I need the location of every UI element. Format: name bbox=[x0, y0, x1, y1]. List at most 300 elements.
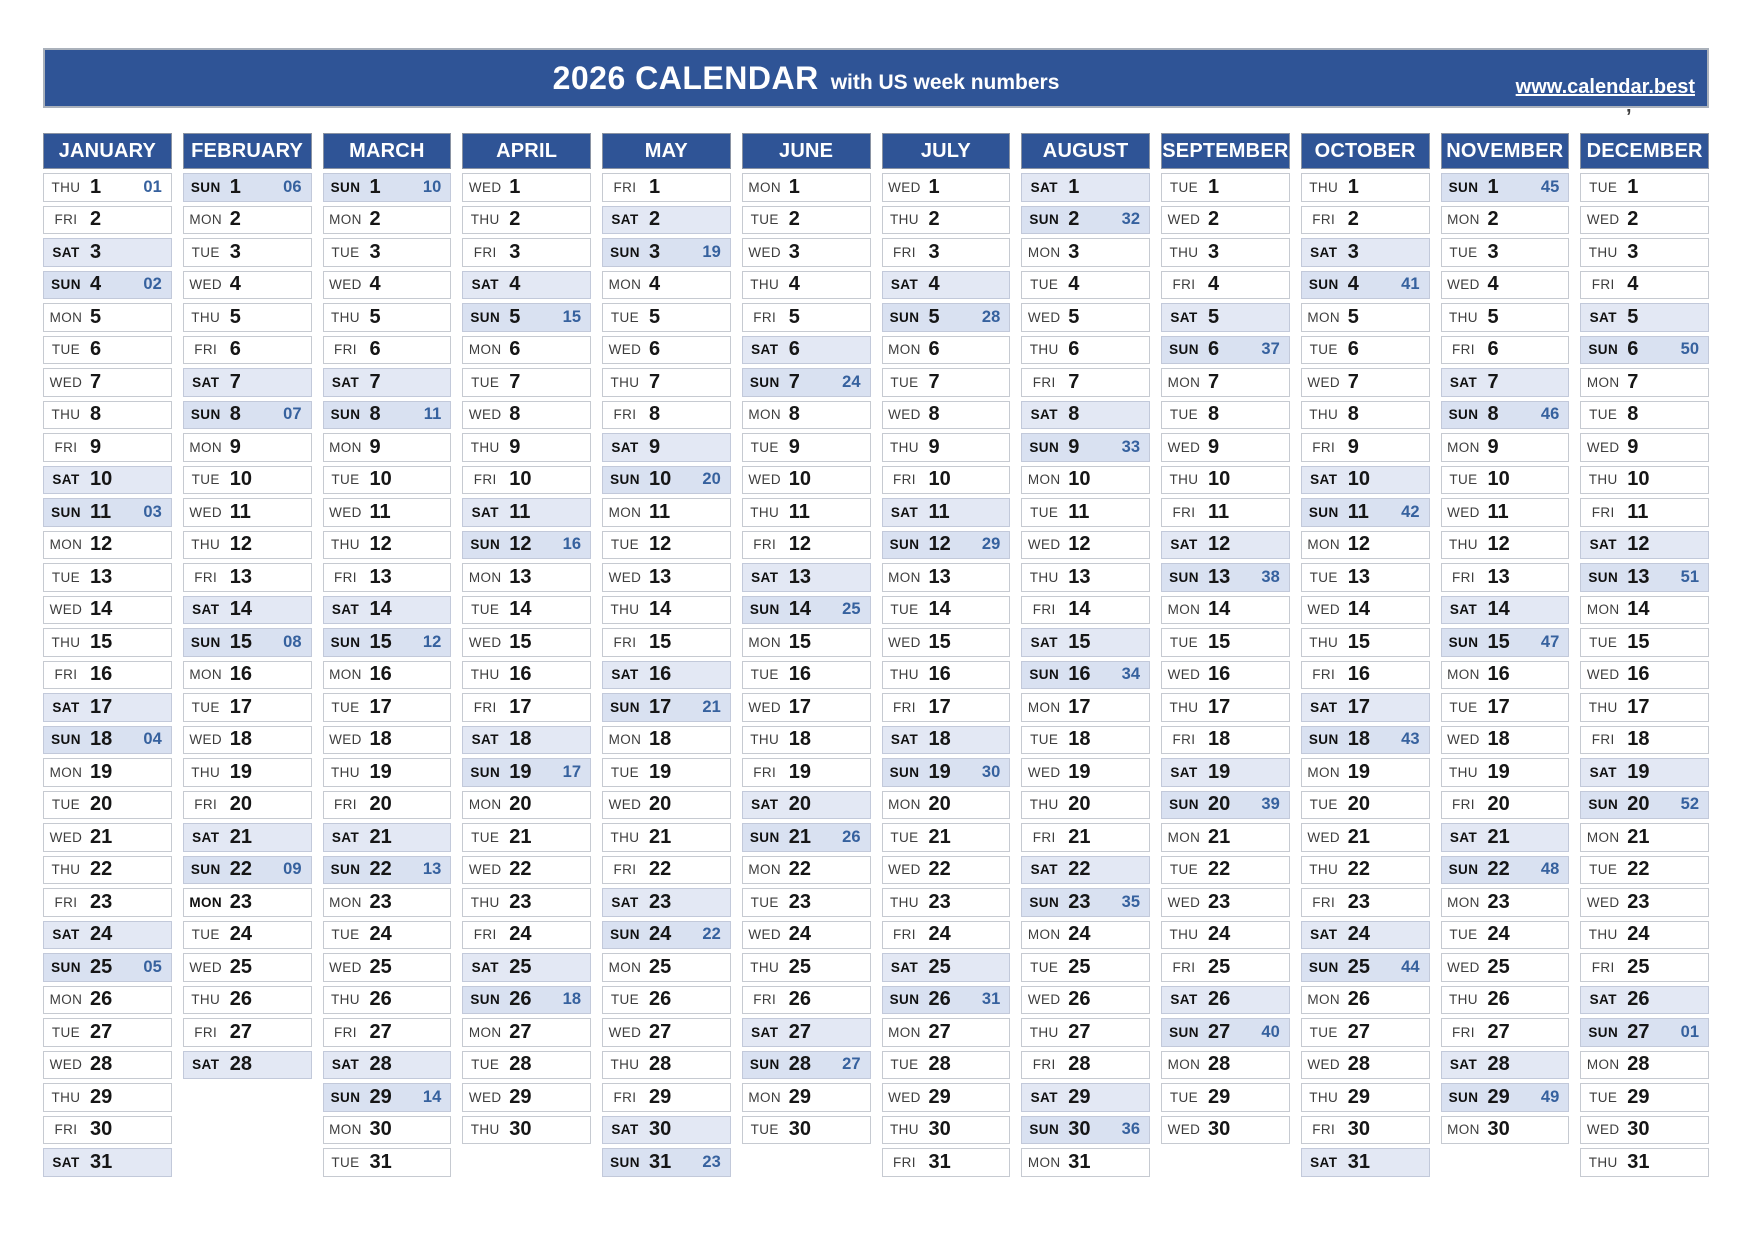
day-cell bbox=[183, 921, 312, 950]
day-abbrev: THU bbox=[890, 667, 919, 683]
day-number: 10 bbox=[928, 468, 951, 491]
day-abbrev: WED bbox=[189, 504, 223, 520]
day-number: 22 bbox=[229, 858, 252, 881]
day-number: 3 bbox=[1347, 240, 1359, 263]
month-column bbox=[602, 133, 731, 1181]
day-number: 19 bbox=[1487, 760, 1510, 783]
day-abbrev: SAT bbox=[611, 894, 639, 910]
day-cell bbox=[462, 206, 591, 235]
website-link[interactable]: www.calendar.best bbox=[1515, 76, 1695, 98]
day-abbrev: FRI bbox=[1312, 667, 1336, 683]
day-cell bbox=[43, 173, 172, 202]
day-abbrev: TUE bbox=[1449, 472, 1478, 488]
day-cell bbox=[183, 303, 312, 332]
day-cell bbox=[742, 433, 871, 462]
day-number: 16 bbox=[788, 663, 811, 686]
day-number: 5 bbox=[788, 305, 800, 328]
day-abbrev: WED bbox=[49, 1057, 83, 1073]
day-cell bbox=[742, 368, 871, 397]
day-number: 14 bbox=[90, 598, 113, 621]
day-cell bbox=[323, 693, 452, 722]
week-number: 02 bbox=[143, 275, 162, 294]
day-cell bbox=[1580, 206, 1709, 235]
day-number: 4 bbox=[1208, 273, 1220, 296]
day-abbrev: THU bbox=[1588, 472, 1618, 488]
day-cell bbox=[1580, 173, 1709, 202]
day-cell bbox=[1580, 986, 1709, 1015]
day-cell bbox=[183, 173, 312, 202]
day-abbrev: FRI bbox=[893, 472, 916, 488]
day-abbrev: WED bbox=[608, 569, 642, 585]
day-abbrev: WED bbox=[1586, 894, 1620, 910]
day-number: 23 bbox=[369, 890, 392, 913]
day-abbrev: SUN bbox=[190, 179, 221, 195]
day-cell bbox=[1441, 953, 1570, 982]
day-abbrev: SAT bbox=[52, 472, 80, 488]
day-cell bbox=[1161, 1083, 1290, 1112]
day-abbrev: SAT bbox=[751, 797, 779, 813]
day-number: 20 bbox=[229, 793, 252, 816]
month-column bbox=[1021, 133, 1150, 1181]
day-abbrev: SAT bbox=[1589, 764, 1617, 780]
day-abbrev: SAT bbox=[1030, 862, 1058, 878]
day-number: 28 bbox=[509, 1053, 532, 1076]
day-number: 24 bbox=[928, 923, 951, 946]
day-number: 20 bbox=[509, 793, 532, 816]
day-cell bbox=[1580, 238, 1709, 267]
day-abbrev: MON bbox=[748, 407, 782, 423]
day-abbrev: MON bbox=[1447, 894, 1480, 910]
day-cell bbox=[1021, 856, 1150, 885]
day-abbrev: MON bbox=[468, 797, 502, 813]
day-cell bbox=[1301, 1051, 1430, 1080]
day-abbrev: TUE bbox=[1030, 277, 1059, 293]
day-cell bbox=[323, 238, 452, 267]
day-cell bbox=[602, 336, 731, 365]
title-group bbox=[553, 60, 1060, 97]
day-abbrev: WED bbox=[888, 862, 921, 878]
day-abbrev: SUN bbox=[1308, 732, 1339, 748]
day-number: 10 bbox=[229, 468, 252, 491]
day-cell bbox=[183, 1051, 312, 1080]
day-abbrev: THU bbox=[470, 1122, 500, 1138]
day-cell bbox=[462, 758, 591, 787]
day-abbrev: SUN bbox=[1448, 179, 1479, 195]
day-number: 16 bbox=[1627, 663, 1650, 686]
day-cell bbox=[1021, 433, 1150, 462]
day-number: 23 bbox=[1068, 890, 1091, 913]
day-cell bbox=[742, 498, 871, 527]
day-number: 21 bbox=[509, 825, 532, 848]
month-column bbox=[742, 133, 871, 1181]
day-number: 2 bbox=[90, 208, 102, 231]
day-number: 5 bbox=[90, 305, 102, 328]
week-number: 15 bbox=[562, 307, 581, 326]
day-cell bbox=[183, 466, 312, 495]
day-abbrev: FRI bbox=[613, 407, 637, 423]
day-cell bbox=[323, 1083, 452, 1112]
day-abbrev: MON bbox=[1586, 374, 1620, 390]
day-cell bbox=[1441, 531, 1570, 560]
day-abbrev: FRI bbox=[194, 569, 218, 585]
day-number: 11 bbox=[369, 500, 391, 523]
day-number: 4 bbox=[1347, 273, 1359, 296]
day-cell bbox=[1580, 498, 1709, 527]
day-abbrev: SUN bbox=[610, 472, 640, 488]
day-abbrev: TUE bbox=[1589, 179, 1618, 195]
day-abbrev: WED bbox=[1447, 277, 1480, 293]
day-cell bbox=[1301, 466, 1430, 495]
day-abbrev: TUE bbox=[610, 537, 640, 553]
day-number: 10 bbox=[90, 468, 113, 491]
day-number: 28 bbox=[90, 1053, 113, 1076]
day-abbrev: THU bbox=[1449, 764, 1478, 780]
day-number: 2 bbox=[1208, 208, 1220, 231]
day-number: 23 bbox=[788, 890, 811, 913]
day-cell bbox=[1441, 1051, 1570, 1080]
day-cell bbox=[882, 661, 1011, 690]
day-number: 17 bbox=[788, 695, 811, 718]
day-abbrev: SAT bbox=[611, 667, 639, 683]
day-abbrev: SUN bbox=[610, 699, 640, 715]
day-number: 16 bbox=[369, 663, 392, 686]
day-cell bbox=[183, 433, 312, 462]
day-number: 18 bbox=[1627, 728, 1650, 751]
day-cell bbox=[1301, 823, 1430, 852]
day-abbrev: THU bbox=[1169, 244, 1199, 260]
day-abbrev: WED bbox=[1307, 1057, 1341, 1073]
day-number: 11 bbox=[229, 500, 251, 523]
day-cell bbox=[183, 498, 312, 527]
day-abbrev: MON bbox=[1167, 602, 1201, 618]
day-number: 6 bbox=[1347, 338, 1359, 361]
week-number: 14 bbox=[422, 1087, 442, 1106]
day-abbrev: FRI bbox=[753, 537, 777, 553]
day-abbrev: FRI bbox=[54, 894, 78, 910]
day-number: 12 bbox=[1347, 533, 1370, 556]
day-abbrev: FRI bbox=[334, 569, 357, 585]
day-cell bbox=[43, 628, 172, 657]
week-number: 49 bbox=[1540, 1087, 1560, 1106]
day-abbrev: WED bbox=[1447, 504, 1480, 520]
day-abbrev: SAT bbox=[192, 829, 220, 845]
day-number: 6 bbox=[649, 338, 661, 361]
day-cell bbox=[602, 1083, 731, 1112]
day-number: 11 bbox=[509, 500, 531, 523]
month-header: DECEMBER bbox=[1580, 133, 1709, 169]
day-abbrev: MON bbox=[1027, 244, 1061, 260]
day-number: 17 bbox=[1627, 695, 1650, 718]
day-number: 7 bbox=[928, 370, 940, 393]
day-cell bbox=[602, 563, 731, 592]
day-number: 19 bbox=[1347, 760, 1370, 783]
day-abbrev: TUE bbox=[51, 569, 81, 585]
day-number: 27 bbox=[1487, 1020, 1510, 1043]
day-number: 3 bbox=[90, 240, 102, 263]
day-number: 12 bbox=[1487, 533, 1510, 556]
day-abbrev: WED bbox=[1586, 1122, 1620, 1138]
day-cell bbox=[882, 1116, 1011, 1145]
day-cell bbox=[1580, 856, 1709, 885]
day-cell bbox=[602, 921, 731, 950]
day-cell bbox=[742, 791, 871, 820]
day-abbrev: FRI bbox=[54, 439, 78, 455]
day-number: 30 bbox=[928, 1118, 951, 1141]
day-abbrev: SAT bbox=[1170, 992, 1198, 1008]
day-number: 1 bbox=[90, 175, 102, 198]
day-abbrev: TUE bbox=[331, 699, 360, 715]
day-number: 22 bbox=[928, 858, 951, 881]
day-cell bbox=[462, 368, 591, 397]
day-cell bbox=[1301, 628, 1430, 657]
day-abbrev: FRI bbox=[334, 797, 357, 813]
day-number: 22 bbox=[1487, 858, 1510, 881]
day-abbrev: SUN bbox=[1448, 1089, 1479, 1105]
day-cell bbox=[742, 401, 871, 430]
day-cell bbox=[1021, 596, 1150, 625]
day-number: 7 bbox=[509, 370, 521, 393]
day-abbrev: MON bbox=[1307, 764, 1341, 780]
day-number: 13 bbox=[229, 565, 252, 588]
day-cell bbox=[1161, 726, 1290, 755]
day-abbrev: SUN bbox=[1169, 569, 1199, 585]
week-number: 24 bbox=[842, 372, 861, 391]
day-number: 3 bbox=[1487, 240, 1499, 263]
day-number: 15 bbox=[788, 630, 811, 653]
day-cell bbox=[1021, 303, 1150, 332]
day-number: 24 bbox=[788, 923, 811, 946]
day-abbrev: SUN bbox=[470, 309, 501, 325]
day-cell bbox=[1441, 921, 1570, 950]
day-abbrev: TUE bbox=[1309, 797, 1338, 813]
day-cell bbox=[742, 173, 871, 202]
day-cell bbox=[1021, 888, 1150, 917]
week-number: 46 bbox=[1540, 405, 1560, 424]
day-number: 8 bbox=[509, 403, 521, 426]
day-cell bbox=[742, 1018, 871, 1047]
day-cell bbox=[742, 726, 871, 755]
day-cell bbox=[462, 823, 591, 852]
day-cell bbox=[1021, 368, 1150, 397]
day-abbrev: TUE bbox=[1589, 634, 1618, 650]
day-abbrev: TUE bbox=[191, 244, 220, 260]
day-number: 12 bbox=[649, 533, 672, 556]
day-cell bbox=[882, 401, 1011, 430]
day-cell bbox=[1580, 953, 1709, 982]
week-number: 38 bbox=[1261, 567, 1280, 586]
day-abbrev: WED bbox=[468, 634, 502, 650]
month-column bbox=[462, 133, 591, 1181]
day-abbrev: FRI bbox=[1172, 959, 1196, 975]
day-abbrev: SUN bbox=[1169, 342, 1199, 358]
day-cell bbox=[602, 531, 731, 560]
day-cell bbox=[1441, 791, 1570, 820]
day-abbrev: SAT bbox=[1030, 1089, 1058, 1105]
day-abbrev: MON bbox=[1027, 927, 1061, 943]
day-cell bbox=[1441, 693, 1570, 722]
day-abbrev: THU bbox=[750, 277, 780, 293]
day-abbrev: SUN bbox=[1308, 504, 1339, 520]
day-cell bbox=[1441, 336, 1570, 365]
day-abbrev: TUE bbox=[191, 472, 220, 488]
day-number: 21 bbox=[229, 825, 252, 848]
day-cell bbox=[882, 336, 1011, 365]
day-number: 10 bbox=[1208, 468, 1231, 491]
day-cell bbox=[742, 303, 871, 332]
day-abbrev: FRI bbox=[1452, 342, 1475, 358]
day-abbrev: WED bbox=[49, 374, 83, 390]
day-cell bbox=[742, 336, 871, 365]
day-cell bbox=[462, 953, 591, 982]
day-number: 26 bbox=[788, 988, 811, 1011]
day-cell bbox=[183, 531, 312, 560]
day-cell bbox=[1580, 726, 1709, 755]
day-abbrev: MON bbox=[1167, 829, 1201, 845]
day-cell bbox=[882, 823, 1011, 852]
day-number: 23 bbox=[229, 890, 252, 913]
day-cell bbox=[742, 888, 871, 917]
day-number: 25 bbox=[788, 955, 811, 978]
day-number: 31 bbox=[1068, 1150, 1091, 1173]
day-abbrev: FRI bbox=[54, 667, 78, 683]
day-cell bbox=[43, 596, 172, 625]
day-abbrev: SAT bbox=[611, 439, 639, 455]
day-number: 10 bbox=[1627, 468, 1650, 491]
day-abbrev: FRI bbox=[194, 797, 218, 813]
day-number: 17 bbox=[90, 695, 113, 718]
day-abbrev: SUN bbox=[749, 602, 780, 618]
day-cell bbox=[742, 823, 871, 852]
week-number: 11 bbox=[423, 405, 442, 424]
day-cell bbox=[43, 986, 172, 1015]
day-abbrev: SUN bbox=[190, 407, 221, 423]
day-number: 19 bbox=[1068, 760, 1091, 783]
week-number: 13 bbox=[422, 860, 442, 879]
month-header: NOVEMBER bbox=[1441, 133, 1570, 169]
day-cell bbox=[602, 498, 731, 527]
day-abbrev: THU bbox=[1029, 1024, 1059, 1040]
day-cell bbox=[323, 726, 452, 755]
day-number: 2 bbox=[1487, 208, 1499, 231]
day-cell bbox=[1161, 206, 1290, 235]
day-abbrev: THU bbox=[890, 1122, 919, 1138]
day-abbrev: FRI bbox=[473, 927, 497, 943]
day-number: 26 bbox=[1068, 988, 1091, 1011]
day-number: 26 bbox=[229, 988, 252, 1011]
day-abbrev: FRI bbox=[753, 309, 777, 325]
day-cell bbox=[882, 758, 1011, 787]
day-abbrev: THU bbox=[890, 439, 919, 455]
day-cell bbox=[1021, 531, 1150, 560]
day-cell bbox=[43, 888, 172, 917]
day-cell bbox=[1021, 823, 1150, 852]
day-cell bbox=[1021, 336, 1150, 365]
day-cell bbox=[462, 1083, 591, 1112]
day-cell bbox=[882, 1051, 1011, 1080]
week-number: 48 bbox=[1540, 860, 1560, 879]
day-cell bbox=[1301, 303, 1430, 332]
day-number: 14 bbox=[1068, 598, 1091, 621]
month-column bbox=[1301, 133, 1430, 1181]
day-number: 14 bbox=[1347, 598, 1370, 621]
day-cell bbox=[1021, 921, 1150, 950]
day-number: 1 bbox=[229, 175, 241, 198]
day-cell bbox=[1161, 986, 1290, 1015]
day-number: 8 bbox=[1068, 403, 1080, 426]
day-cell bbox=[462, 466, 591, 495]
day-number: 8 bbox=[928, 403, 940, 426]
day-abbrev: MON bbox=[1586, 1057, 1620, 1073]
day-cell bbox=[1301, 888, 1430, 917]
day-cell bbox=[462, 401, 591, 430]
day-number: 1 bbox=[649, 175, 661, 198]
day-number: 7 bbox=[649, 370, 661, 393]
day-number: 16 bbox=[1068, 663, 1091, 686]
day-abbrev: THU bbox=[890, 212, 919, 228]
day-number: 9 bbox=[788, 435, 800, 458]
day-number: 16 bbox=[649, 663, 672, 686]
day-number: 29 bbox=[788, 1085, 811, 1108]
day-abbrev: MON bbox=[1586, 602, 1620, 618]
day-cell bbox=[1301, 206, 1430, 235]
day-cell bbox=[183, 596, 312, 625]
day-number: 23 bbox=[509, 890, 532, 913]
day-cell bbox=[742, 986, 871, 1015]
day-number: 10 bbox=[509, 468, 532, 491]
day-number: 18 bbox=[788, 728, 811, 751]
day-abbrev: WED bbox=[1307, 602, 1341, 618]
day-number: 17 bbox=[928, 695, 951, 718]
day-number: 20 bbox=[649, 793, 672, 816]
day-cell bbox=[602, 368, 731, 397]
day-cell bbox=[1580, 368, 1709, 397]
day-abbrev: SAT bbox=[890, 277, 919, 293]
day-cell bbox=[882, 726, 1011, 755]
day-abbrev: SAT bbox=[1310, 472, 1338, 488]
day-cell bbox=[882, 986, 1011, 1015]
day-number: 6 bbox=[928, 338, 940, 361]
day-number: 17 bbox=[369, 695, 392, 718]
day-cell bbox=[43, 726, 172, 755]
day-abbrev: THU bbox=[1309, 634, 1339, 650]
day-cell bbox=[462, 336, 591, 365]
day-cell bbox=[882, 628, 1011, 657]
day-cell bbox=[462, 1051, 591, 1080]
day-abbrev: MON bbox=[1447, 1122, 1480, 1138]
day-cell bbox=[1161, 693, 1290, 722]
day-cell bbox=[1441, 758, 1570, 787]
day-abbrev: WED bbox=[329, 959, 362, 975]
day-abbrev: THU bbox=[1588, 927, 1618, 943]
day-abbrev: WED bbox=[748, 699, 782, 715]
day-number: 22 bbox=[649, 858, 672, 881]
day-abbrev: TUE bbox=[890, 829, 919, 845]
day-cell bbox=[43, 238, 172, 267]
day-number: 14 bbox=[1208, 598, 1231, 621]
day-number: 29 bbox=[369, 1085, 392, 1108]
day-number: 25 bbox=[90, 955, 113, 978]
day-abbrev: MON bbox=[1027, 699, 1061, 715]
day-number: 21 bbox=[369, 825, 392, 848]
day-abbrev: THU bbox=[470, 212, 500, 228]
day-number: 26 bbox=[509, 988, 532, 1011]
day-abbrev: WED bbox=[1586, 667, 1620, 683]
day-abbrev: FRI bbox=[54, 1122, 78, 1138]
day-number: 8 bbox=[1487, 403, 1499, 426]
day-number: 7 bbox=[1208, 370, 1220, 393]
day-number: 21 bbox=[649, 825, 672, 848]
month-column bbox=[882, 133, 1011, 1181]
